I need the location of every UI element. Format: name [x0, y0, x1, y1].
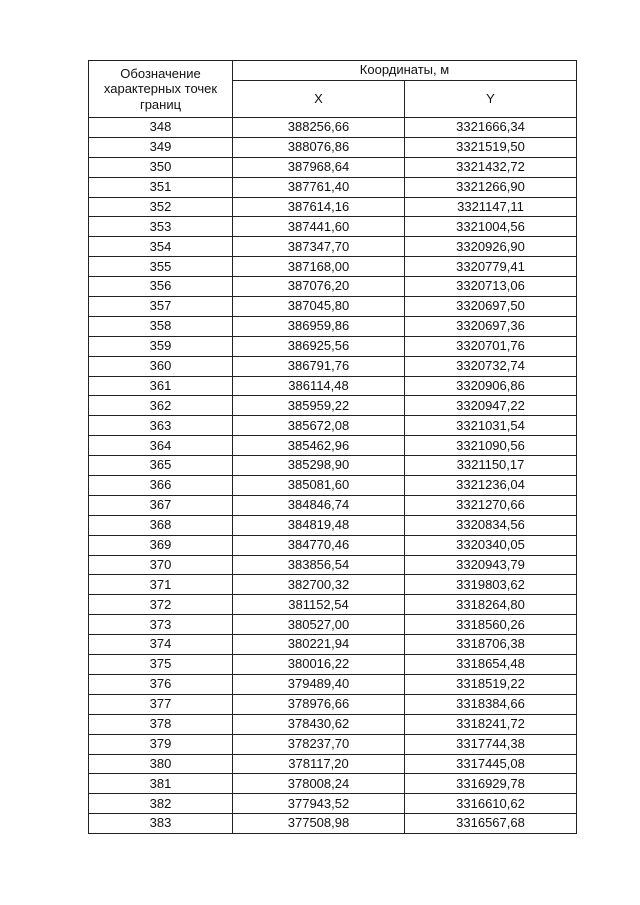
table-row [89, 237, 577, 257]
table-row [89, 794, 577, 814]
x-coordinate-cell: 385672,08 [233, 416, 405, 436]
point-number-cell: 348 [89, 118, 233, 138]
point-number-cell: 379 [89, 734, 233, 754]
point-number-cell: 377 [89, 694, 233, 714]
y-coordinate-cell: 3320943,79 [405, 555, 577, 575]
y-coordinate-cell: 3321004,56 [405, 217, 577, 237]
header-row-top [89, 61, 577, 81]
y-coordinate-cell: 3321266,90 [405, 177, 577, 197]
point-number-cell: 373 [89, 615, 233, 635]
table-row [89, 396, 577, 416]
x-coordinate-cell: 379489,40 [233, 674, 405, 694]
table-row [89, 157, 577, 177]
y-coordinate-cell: 3320834,56 [405, 515, 577, 535]
x-coordinate-cell: 378976,66 [233, 694, 405, 714]
x-coordinate-cell: 382700,32 [233, 575, 405, 595]
x-coordinate-cell: 387441,60 [233, 217, 405, 237]
point-designation-header: Обозначение характерных точек границ [89, 61, 233, 118]
point-number-cell: 355 [89, 257, 233, 277]
x-column-header: X [233, 81, 405, 118]
x-coordinate-cell: 387347,70 [233, 237, 405, 257]
x-coordinate-cell: 384846,74 [233, 495, 405, 515]
x-coordinate-cell: 386925,56 [233, 336, 405, 356]
y-coordinate-cell: 3320713,06 [405, 277, 577, 297]
point-number-cell: 351 [89, 177, 233, 197]
y-coordinate-cell: 3320906,86 [405, 376, 577, 396]
y-coordinate-cell: 3318706,38 [405, 635, 577, 655]
point-number-cell: 360 [89, 356, 233, 376]
y-coordinate-cell: 3318560,26 [405, 615, 577, 635]
point-number-cell: 354 [89, 237, 233, 257]
y-coordinate-cell: 3318241,72 [405, 714, 577, 734]
y-coordinate-cell: 3320340,05 [405, 535, 577, 555]
y-coordinate-cell: 3321090,56 [405, 436, 577, 456]
x-coordinate-cell: 387614,16 [233, 197, 405, 217]
table-row [89, 476, 577, 496]
x-coordinate-cell: 383856,54 [233, 555, 405, 575]
y-coordinate-cell: 3318654,48 [405, 655, 577, 675]
x-coordinate-cell: 385081,60 [233, 476, 405, 496]
y-coordinate-cell: 3320701,76 [405, 336, 577, 356]
point-number-cell: 358 [89, 316, 233, 336]
table-row [89, 515, 577, 535]
table-row [89, 297, 577, 317]
point-number-cell: 378 [89, 714, 233, 734]
y-coordinate-cell: 3321666,34 [405, 118, 577, 138]
table-row [89, 197, 577, 217]
x-coordinate-cell: 388076,86 [233, 137, 405, 157]
table-row [89, 615, 577, 635]
point-number-cell: 356 [89, 277, 233, 297]
x-coordinate-cell: 385462,96 [233, 436, 405, 456]
table-row [89, 416, 577, 436]
y-coordinate-cell: 3318519,22 [405, 674, 577, 694]
table-row [89, 774, 577, 794]
x-coordinate-cell: 386791,76 [233, 356, 405, 376]
y-coordinate-cell: 3321270,66 [405, 495, 577, 515]
point-number-cell: 359 [89, 336, 233, 356]
table-row [89, 555, 577, 575]
point-number-cell: 361 [89, 376, 233, 396]
x-coordinate-cell: 384819,48 [233, 515, 405, 535]
y-coordinate-cell: 3321236,04 [405, 476, 577, 496]
y-coordinate-cell: 3319803,62 [405, 575, 577, 595]
x-coordinate-cell: 387076,20 [233, 277, 405, 297]
point-number-cell: 368 [89, 515, 233, 535]
point-number-cell: 363 [89, 416, 233, 436]
y-coordinate-cell: 3320926,90 [405, 237, 577, 257]
x-coordinate-cell: 388256,66 [233, 118, 405, 138]
point-number-cell: 364 [89, 436, 233, 456]
table-row [89, 674, 577, 694]
x-coordinate-cell: 387968,64 [233, 157, 405, 177]
table-row [89, 118, 577, 138]
x-coordinate-cell: 381152,54 [233, 595, 405, 615]
x-coordinate-cell: 377508,98 [233, 814, 405, 834]
x-coordinate-cell: 386959,86 [233, 316, 405, 336]
table-row [89, 356, 577, 376]
point-number-cell: 375 [89, 655, 233, 675]
table-row [89, 177, 577, 197]
y-coordinate-cell: 3317744,38 [405, 734, 577, 754]
table-row [89, 754, 577, 774]
table-row [89, 316, 577, 336]
x-coordinate-cell: 385959,22 [233, 396, 405, 416]
table-row [89, 456, 577, 476]
y-coordinate-cell: 3320732,74 [405, 356, 577, 376]
point-number-cell: 369 [89, 535, 233, 555]
point-number-cell: 370 [89, 555, 233, 575]
point-number-cell: 371 [89, 575, 233, 595]
table-row [89, 535, 577, 555]
y-column-header: Y [405, 81, 577, 118]
point-number-cell: 382 [89, 794, 233, 814]
y-coordinate-cell: 3316567,68 [405, 814, 577, 834]
coordinates-table [88, 60, 577, 834]
table-row [89, 257, 577, 277]
table-row [89, 436, 577, 456]
x-coordinate-cell: 380016,22 [233, 655, 405, 675]
table-row [89, 336, 577, 356]
table-row [89, 814, 577, 834]
point-number-cell: 349 [89, 137, 233, 157]
point-number-cell: 366 [89, 476, 233, 496]
x-coordinate-cell: 378430,62 [233, 714, 405, 734]
y-coordinate-cell: 3318384,66 [405, 694, 577, 714]
x-coordinate-cell: 377943,52 [233, 794, 405, 814]
point-number-cell: 352 [89, 197, 233, 217]
point-number-cell: 365 [89, 456, 233, 476]
x-coordinate-cell: 384770,46 [233, 535, 405, 555]
y-coordinate-cell: 3321432,72 [405, 157, 577, 177]
table-row [89, 495, 577, 515]
point-number-cell: 350 [89, 157, 233, 177]
table-row [89, 655, 577, 675]
coordinates-header: Координаты, м [233, 61, 577, 81]
x-coordinate-cell: 378237,70 [233, 734, 405, 754]
table-row [89, 734, 577, 754]
table-row [89, 694, 577, 714]
y-coordinate-cell: 3321031,54 [405, 416, 577, 436]
x-coordinate-cell: 387168,00 [233, 257, 405, 277]
x-coordinate-cell: 378117,20 [233, 754, 405, 774]
table-row [89, 137, 577, 157]
x-coordinate-cell: 378008,24 [233, 774, 405, 794]
x-coordinate-cell: 387045,80 [233, 297, 405, 317]
y-coordinate-cell: 3320697,36 [405, 316, 577, 336]
y-coordinate-cell: 3317445,08 [405, 754, 577, 774]
y-coordinate-cell: 3320697,50 [405, 297, 577, 317]
table-body [89, 118, 577, 834]
x-coordinate-cell: 380527,00 [233, 615, 405, 635]
table-row [89, 376, 577, 396]
y-coordinate-cell: 3321519,50 [405, 137, 577, 157]
table-row [89, 277, 577, 297]
point-number-cell: 353 [89, 217, 233, 237]
table-row [89, 575, 577, 595]
point-number-cell: 383 [89, 814, 233, 834]
point-number-cell: 357 [89, 297, 233, 317]
y-coordinate-cell: 3320947,22 [405, 396, 577, 416]
y-coordinate-cell: 3316929,78 [405, 774, 577, 794]
x-coordinate-cell: 380221,94 [233, 635, 405, 655]
point-number-cell: 362 [89, 396, 233, 416]
table-row [89, 595, 577, 615]
point-number-cell: 367 [89, 495, 233, 515]
x-coordinate-cell: 387761,40 [233, 177, 405, 197]
y-coordinate-cell: 3320779,41 [405, 257, 577, 277]
y-coordinate-cell: 3316610,62 [405, 794, 577, 814]
table-row [89, 217, 577, 237]
point-number-cell: 376 [89, 674, 233, 694]
x-coordinate-cell: 386114,48 [233, 376, 405, 396]
point-number-cell: 381 [89, 774, 233, 794]
table-row [89, 714, 577, 734]
y-coordinate-cell: 3318264,80 [405, 595, 577, 615]
table-header [89, 61, 577, 118]
y-coordinate-cell: 3321150,17 [405, 456, 577, 476]
point-number-cell: 372 [89, 595, 233, 615]
x-coordinate-cell: 385298,90 [233, 456, 405, 476]
point-number-cell: 374 [89, 635, 233, 655]
table-row [89, 635, 577, 655]
point-number-cell: 380 [89, 754, 233, 774]
y-coordinate-cell: 3321147,11 [405, 197, 577, 217]
